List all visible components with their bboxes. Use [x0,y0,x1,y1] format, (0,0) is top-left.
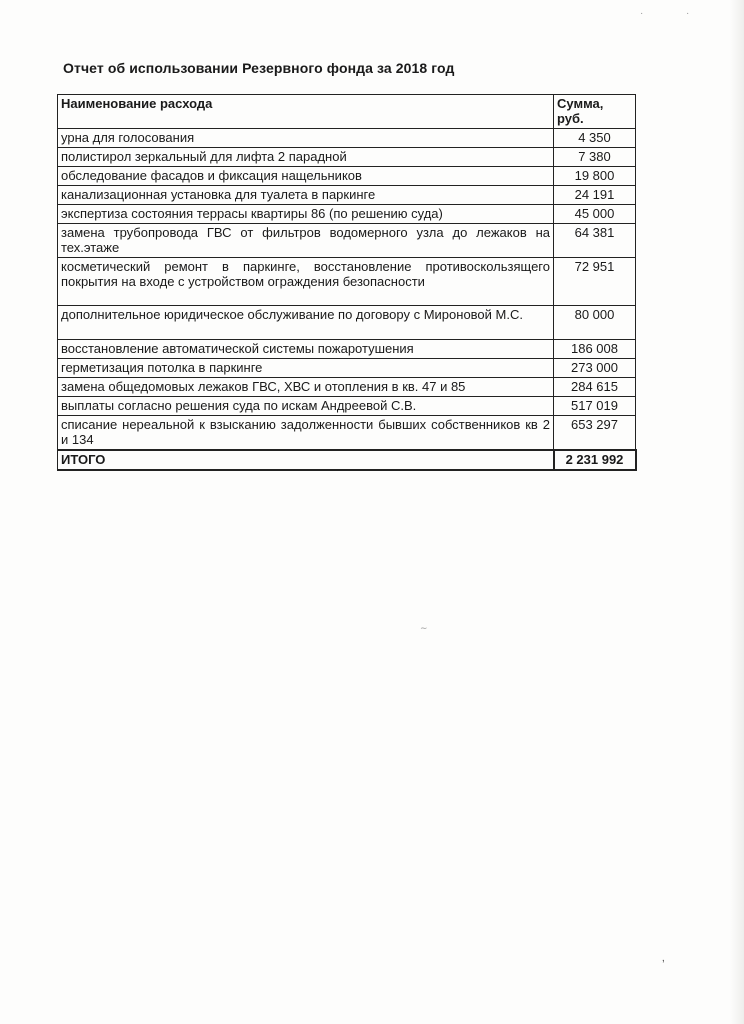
reserve-fund-table [57,94,637,471]
expense-name: списание нереальной к взысканию задолженности бывших собственников кв 2 и 134 [58,416,554,451]
expense-sum: 80 000 [554,306,636,340]
table-row [58,224,636,258]
expense-name: полистирол зеркальный для лифта 2 парадной [58,148,554,167]
scan-speck: ‚ [662,950,665,964]
expense-name: экспертиза состояния террасы квартиры 86 (по решению суда) [58,205,554,224]
table-row [58,148,636,167]
table-row [58,340,636,359]
table-row [58,167,636,186]
page-title: Отчет об использовании Резервного фонда за 2018 год [63,60,455,76]
table-header-row [58,95,636,129]
expense-name: урна для голосования [58,129,554,148]
column-header-name: Наименование расхода [58,95,554,129]
scan-speck: · [686,8,690,19]
table-row [58,378,636,397]
expense-sum: 284 615 [554,378,636,397]
table-row [58,258,636,306]
total-row [58,450,636,470]
expense-sum: 24 191 [554,186,636,205]
table-row [58,205,636,224]
page-edge [730,0,744,1024]
table-row [58,186,636,205]
column-header-sum: Сумма, руб. [554,95,636,129]
expense-sum: 64 381 [554,224,636,258]
expense-sum: 186 008 [554,340,636,359]
table-row [58,416,636,451]
expense-name: герметизация потолка в паркинге [58,359,554,378]
expense-sum: 7 380 [554,148,636,167]
table-row [58,306,636,340]
scan-speck: · [640,8,644,19]
expense-name: канализационная установка для туалета в паркинге [58,186,554,205]
expense-sum: 19 800 [554,167,636,186]
expense-name: замена трубопровода ГВС от фильтров водомерного узла до лежаков на тех.этаже [58,224,554,258]
total-label: ИТОГО [58,450,554,470]
table-row [58,359,636,378]
table-row [58,129,636,148]
expense-sum: 273 000 [554,359,636,378]
table-row [58,397,636,416]
expense-name: обследование фасадов и фиксация нащельников [58,167,554,186]
expense-name: дополнительное юридическое обслуживание по договору с Мироновой М.С. [58,306,554,340]
expense-sum: 72 951 [554,258,636,306]
expense-sum: 45 000 [554,205,636,224]
expense-sum: 517 019 [554,397,636,416]
expense-sum: 653 297 [554,416,636,451]
scan-speck: ∼ [420,623,428,633]
total-sum: 2 231 992 [554,450,636,470]
expense-sum: 4 350 [554,129,636,148]
expense-name: замена общедомовых лежаков ГВС, ХВС и отопления в кв. 47 и 85 [58,378,554,397]
expense-name: восстановление автоматической системы пожаротушения [58,340,554,359]
expense-name: выплаты согласно решения суда по искам Андреевой С.В. [58,397,554,416]
expense-name: косметический ремонт в паркинге, восстановление противоскользящего покрытия на входе с устройством ограждения безопасности [58,258,554,306]
